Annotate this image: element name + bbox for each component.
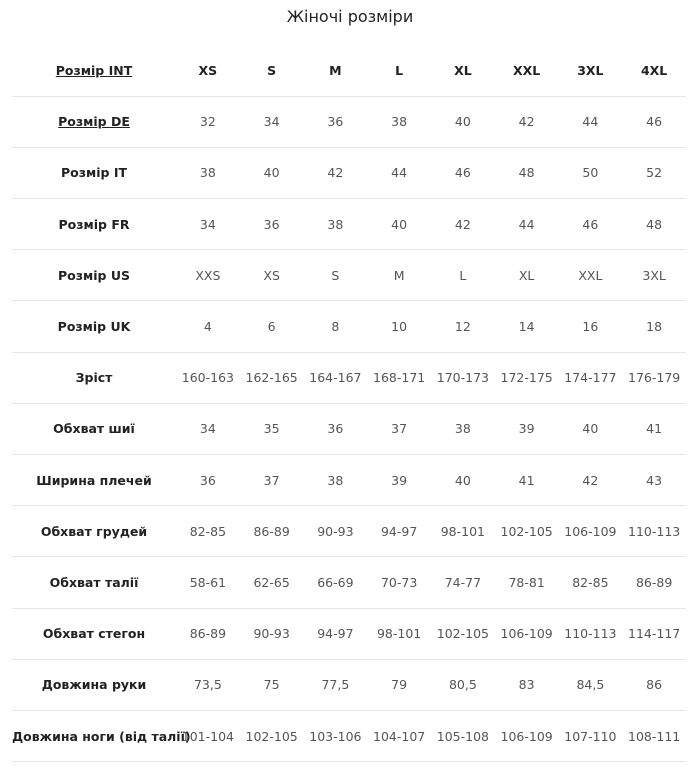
row-label: Ширина плечей bbox=[12, 455, 176, 506]
header-size-cell: 3XL bbox=[577, 62, 604, 78]
table-cell: 90-93 bbox=[240, 608, 304, 659]
row-label: Зріст bbox=[12, 352, 176, 403]
table-cell: 48 bbox=[622, 199, 686, 250]
table-cell: 40 bbox=[367, 199, 431, 250]
table-cell: 86-89 bbox=[240, 506, 304, 557]
table-cell: 39 bbox=[495, 403, 559, 454]
table-cell: 14 bbox=[495, 301, 559, 352]
table-row bbox=[12, 710, 686, 761]
table-cell: 86 bbox=[622, 659, 686, 710]
table-row bbox=[12, 301, 686, 352]
table-cell: 164-167 bbox=[304, 352, 368, 403]
table-row bbox=[12, 199, 686, 250]
table-cell: 40 bbox=[240, 147, 304, 198]
table-cell: 37 bbox=[240, 455, 304, 506]
table-cell: 35 bbox=[240, 403, 304, 454]
table-row bbox=[12, 506, 686, 557]
table-cell: 42 bbox=[431, 199, 495, 250]
table-cell: 16 bbox=[559, 301, 623, 352]
table-cell: S bbox=[304, 250, 368, 301]
table-cell: 106-109 bbox=[495, 710, 559, 761]
header-size-cell: L bbox=[395, 62, 404, 78]
table-cell: 46 bbox=[431, 147, 495, 198]
table-cell: 44 bbox=[367, 147, 431, 198]
table-cell: 114-117 bbox=[622, 608, 686, 659]
table-cell: 40 bbox=[431, 455, 495, 506]
table-cell: 46 bbox=[559, 199, 623, 250]
header-row bbox=[12, 45, 686, 96]
table-cell: 162-165 bbox=[240, 352, 304, 403]
table-cell: 94-97 bbox=[367, 506, 431, 557]
table-cell: 4 bbox=[176, 301, 240, 352]
table-cell: 32 bbox=[176, 96, 240, 147]
table-cell: 74-77 bbox=[431, 557, 495, 608]
table-cell: 102-105 bbox=[240, 710, 304, 761]
table-cell: 8 bbox=[304, 301, 368, 352]
table-cell: 3XL bbox=[622, 250, 686, 301]
table-cell: 70-73 bbox=[367, 557, 431, 608]
table-cell: 168-171 bbox=[367, 352, 431, 403]
table-cell: L bbox=[431, 250, 495, 301]
table-cell: 58-61 bbox=[176, 557, 240, 608]
table-cell: 44 bbox=[559, 96, 623, 147]
table-cell: 48 bbox=[495, 147, 559, 198]
table-cell: 80,5 bbox=[431, 659, 495, 710]
table-cell: 41 bbox=[622, 403, 686, 454]
table-cell: 94-97 bbox=[304, 608, 368, 659]
row-label: Розмір IT bbox=[12, 147, 176, 198]
row-label: Обхват шиї bbox=[12, 403, 176, 454]
table-cell: 170-173 bbox=[431, 352, 495, 403]
row-label: Обхват стегон bbox=[12, 608, 176, 659]
table-cell: 36 bbox=[304, 403, 368, 454]
table-cell: 78-81 bbox=[495, 557, 559, 608]
table-cell: XL bbox=[495, 250, 559, 301]
table-cell: 106-109 bbox=[495, 608, 559, 659]
table-cell: 98-101 bbox=[367, 608, 431, 659]
table-row bbox=[12, 96, 686, 147]
table-cell: 38 bbox=[431, 403, 495, 454]
table-row bbox=[12, 455, 686, 506]
table-cell: 107-110 bbox=[559, 710, 623, 761]
table-cell: 172-175 bbox=[495, 352, 559, 403]
row-label: Довжина ноги (від талії) bbox=[12, 710, 176, 761]
row-label: Довжина руки bbox=[12, 659, 176, 710]
table-row bbox=[12, 557, 686, 608]
table-cell: 84,5 bbox=[559, 659, 623, 710]
table-cell: 102-105 bbox=[431, 608, 495, 659]
table-cell: 108-111 bbox=[622, 710, 686, 761]
table-cell: 36 bbox=[176, 455, 240, 506]
size-table bbox=[12, 45, 686, 762]
table-cell: 102-105 bbox=[495, 506, 559, 557]
table-cell: 73,5 bbox=[176, 659, 240, 710]
row-label: Розмір FR bbox=[12, 199, 176, 250]
table-cell: 42 bbox=[559, 455, 623, 506]
table-cell: 12 bbox=[431, 301, 495, 352]
row-label: Обхват грудей bbox=[12, 506, 176, 557]
table-cell: 42 bbox=[304, 147, 368, 198]
table-cell: 52 bbox=[622, 147, 686, 198]
header-size-cell: 4XL bbox=[640, 62, 668, 78]
table-cell: 36 bbox=[240, 199, 304, 250]
table-cell: 41 bbox=[495, 455, 559, 506]
table-cell: 38 bbox=[176, 147, 240, 198]
table-cell: 83 bbox=[495, 659, 559, 710]
table-cell: 38 bbox=[304, 199, 368, 250]
table-cell: XXL bbox=[559, 250, 623, 301]
header-size-cell: XXL bbox=[513, 62, 541, 78]
table-cell: 66-69 bbox=[304, 557, 368, 608]
table-cell: 43 bbox=[622, 455, 686, 506]
header-size-cell: XL bbox=[454, 62, 472, 78]
table-row bbox=[12, 250, 686, 301]
table-cell: 10 bbox=[367, 301, 431, 352]
header-size-cell: XS bbox=[198, 62, 218, 78]
size-int-link[interactable]: Розмір INT bbox=[55, 62, 133, 78]
table-cell: 34 bbox=[176, 403, 240, 454]
table-cell: XXS bbox=[176, 250, 240, 301]
table-row bbox=[12, 403, 686, 454]
table-cell: 46 bbox=[622, 96, 686, 147]
page-title: Жіночі розміри bbox=[286, 7, 414, 26]
table-cell: 82-85 bbox=[176, 506, 240, 557]
table-cell: 110-113 bbox=[559, 608, 623, 659]
header-size-cell: M bbox=[329, 62, 342, 78]
table-cell: 174-177 bbox=[559, 352, 623, 403]
row-label-link[interactable]: Розмір DE bbox=[12, 96, 176, 147]
table-cell: 82-85 bbox=[559, 557, 623, 608]
table-cell: 62-65 bbox=[240, 557, 304, 608]
table-cell: XS bbox=[240, 250, 304, 301]
table-cell: 38 bbox=[304, 455, 368, 506]
table-cell: 50 bbox=[559, 147, 623, 198]
table-row bbox=[12, 352, 686, 403]
table-row bbox=[12, 608, 686, 659]
table-cell: 101-104 bbox=[176, 710, 240, 761]
table-cell: 37 bbox=[367, 403, 431, 454]
table-cell: 86-89 bbox=[622, 557, 686, 608]
table-cell: 105-108 bbox=[431, 710, 495, 761]
table-cell: 38 bbox=[367, 96, 431, 147]
table-cell: 34 bbox=[240, 96, 304, 147]
table-cell: 34 bbox=[176, 199, 240, 250]
table-cell: 176-179 bbox=[622, 352, 686, 403]
row-label: Розмір US bbox=[12, 250, 176, 301]
row-label: Обхват талії bbox=[12, 557, 176, 608]
row-label: Розмір UK bbox=[12, 301, 176, 352]
table-cell: 160-163 bbox=[176, 352, 240, 403]
table-cell: 6 bbox=[240, 301, 304, 352]
table-cell: 40 bbox=[431, 96, 495, 147]
table-cell: 40 bbox=[559, 403, 623, 454]
table-cell: 98-101 bbox=[431, 506, 495, 557]
table-cell: 110-113 bbox=[622, 506, 686, 557]
table-cell: 90-93 bbox=[304, 506, 368, 557]
table-cell: 39 bbox=[367, 455, 431, 506]
table-cell: 104-107 bbox=[367, 710, 431, 761]
table-cell: 79 bbox=[367, 659, 431, 710]
table-cell: M bbox=[367, 250, 431, 301]
table-cell: 75 bbox=[240, 659, 304, 710]
table-cell: 106-109 bbox=[559, 506, 623, 557]
table-cell: 44 bbox=[495, 199, 559, 250]
table-cell: 42 bbox=[495, 96, 559, 147]
table-cell: 36 bbox=[304, 96, 368, 147]
header-size-cell: S bbox=[267, 62, 277, 78]
table-cell: 18 bbox=[622, 301, 686, 352]
table-cell: 77,5 bbox=[304, 659, 368, 710]
table-cell: 103-106 bbox=[304, 710, 368, 761]
table-row bbox=[12, 659, 686, 710]
table-cell: 86-89 bbox=[176, 608, 240, 659]
table-row bbox=[12, 147, 686, 198]
